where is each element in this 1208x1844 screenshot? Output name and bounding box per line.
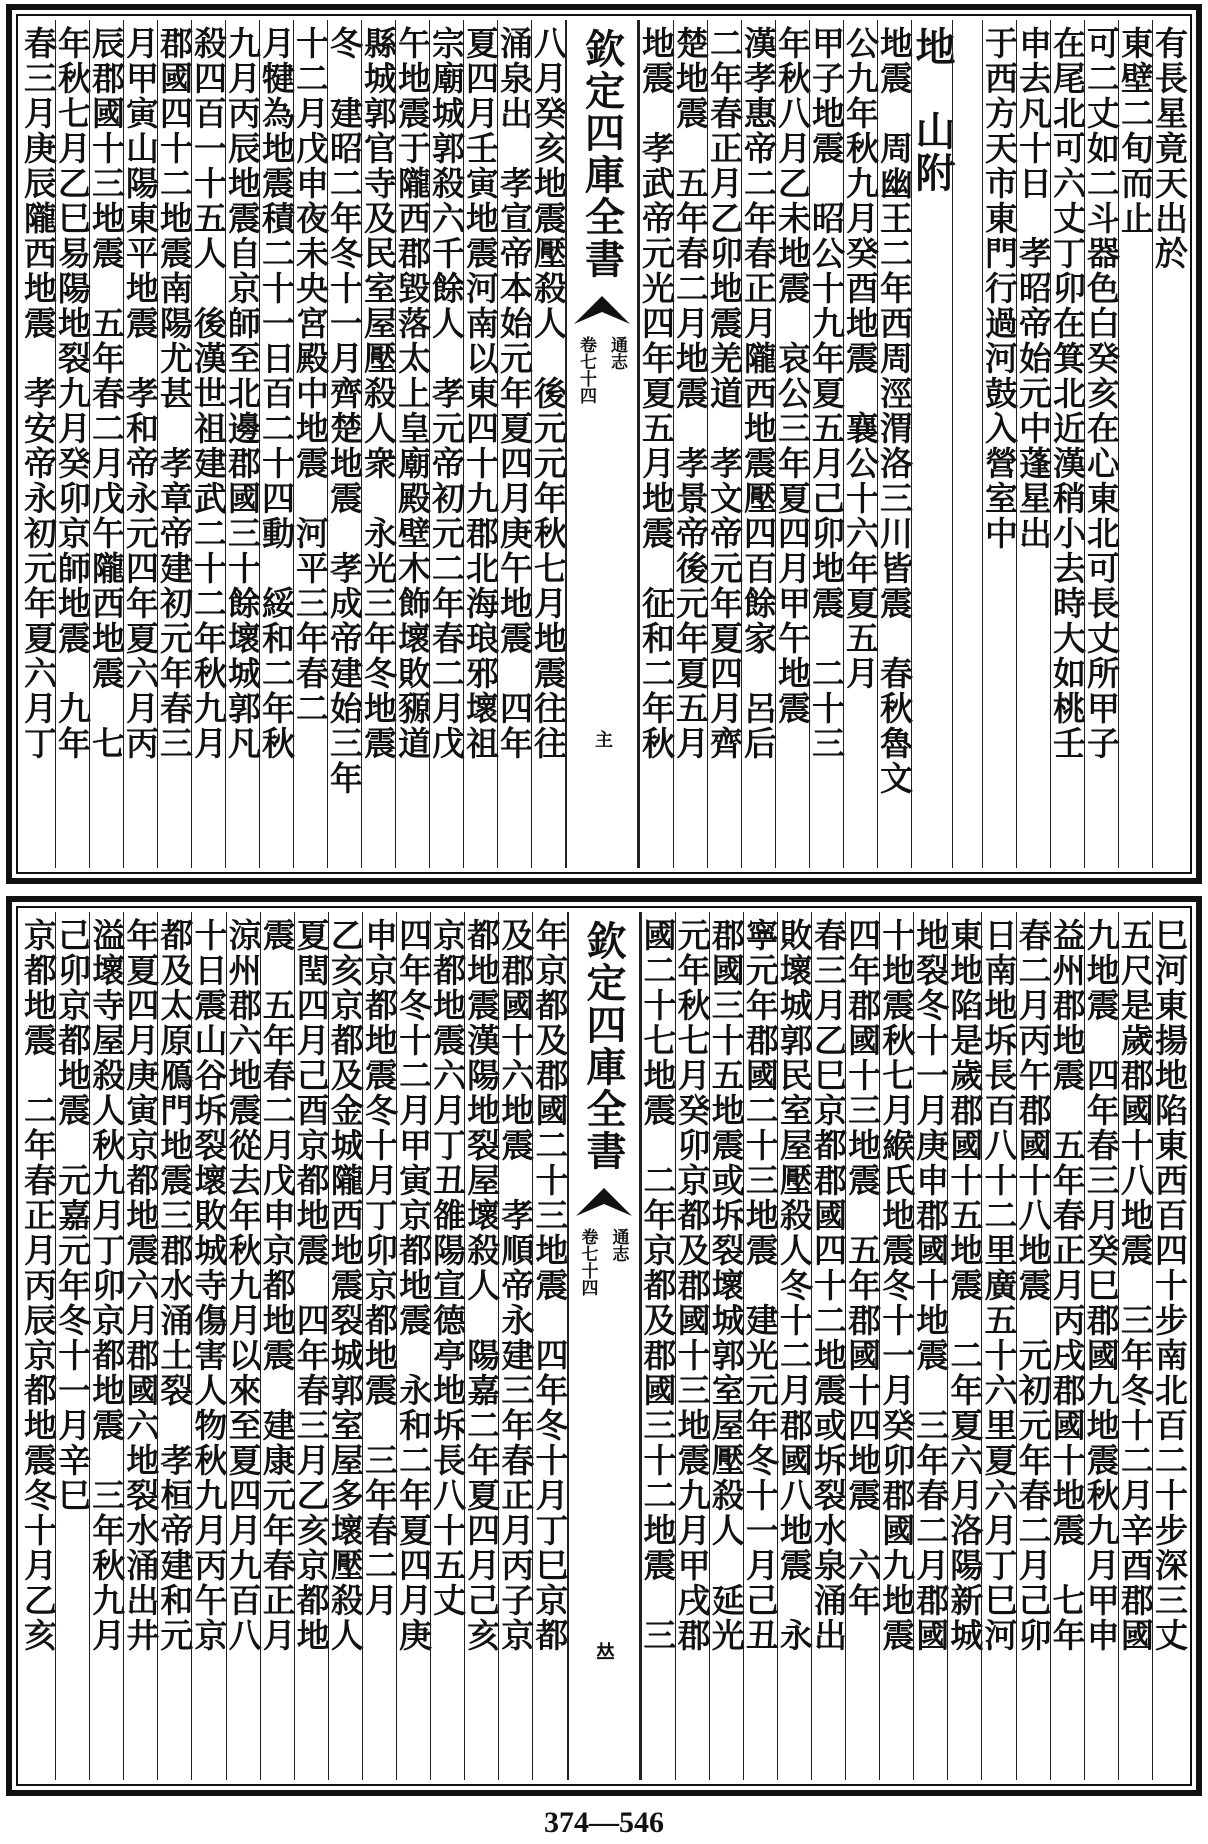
text-column: 年秋八月乙未地震 哀公三年夏四月甲午地震 xyxy=(775,20,809,868)
text-column: 月犍為地震積二十一日百二十四動 綏和二年秋 xyxy=(259,20,293,868)
text-column: 敗壞城郭民室屋壓殺人冬十二月郡國八地震 永 xyxy=(777,912,811,1780)
text-column: 己卯京都地震 元嘉元年冬十一月辛巳 xyxy=(55,912,89,1780)
volume-label: 卷七十四 xyxy=(577,1228,598,1296)
text-column: 京都地震 二年春正月丙辰京都地震冬十月乙亥 xyxy=(19,918,59,1653)
text-column: 午地震于隴西郡毀落太上皇廟殿壁木飾壞敗豲道 xyxy=(395,20,429,868)
text-column: 甲子地震 昭公十九年夏五月己卯地震 二十三 xyxy=(809,20,843,868)
center-fold xyxy=(567,912,641,1780)
top-page xyxy=(6,4,1202,884)
text-column: 九地震 四年春三月癸巳郡國九地震秋九月甲申 xyxy=(1084,912,1118,1780)
text-column: 地震 孝武帝元光四年夏五月地震 征和二年秋 xyxy=(639,20,673,868)
fishtail-mark-icon xyxy=(572,292,632,326)
folio-number: 主 xyxy=(592,730,613,748)
volume-label: 卷七十四 xyxy=(576,336,596,404)
text-column: 益州郡地震 五年春正月丙戌郡國十地震 七年 xyxy=(1050,912,1084,1780)
folio-number: 𠀤 xyxy=(593,1642,615,1660)
text-column: 及郡國十六地震 孝順帝永建三年春正月丙子京 xyxy=(498,912,532,1780)
text-column: 涼州郡六地震從去年秋九月以來至夏四月九百八 xyxy=(226,912,260,1780)
section-heading: 地 山附 xyxy=(911,20,952,868)
text-column: 殺四百一十五人 後漢世祖建武二十二年秋九月 xyxy=(191,20,225,868)
text-column: 夏四月壬寅地震河南以東四十九郡北海琅邪壞祖 xyxy=(463,20,497,868)
book-title: 欽定四庫全書 xyxy=(578,28,626,280)
text-column: 辰郡國十三地震 五年春二月戊午隴西地震 七 xyxy=(89,20,123,868)
volume-meta xyxy=(576,1228,632,1296)
page-number: 374—546 xyxy=(544,1806,664,1839)
fishtail-mark-icon xyxy=(574,1184,634,1218)
text-column: 十二月戊申夜未央宮殿中地震 河平三年春二 xyxy=(293,20,327,868)
volume-meta xyxy=(574,336,630,404)
text-column: 元年秋七月癸卯京都及郡國十三地震九月甲戌郡 xyxy=(675,912,709,1780)
text-column: 春三月乙巳京都郡國四十二地震或坼裂水泉涌出 xyxy=(811,912,845,1780)
text-column: 可二丈如二斗器色白癸亥在心東北可長丈所甲子 xyxy=(1084,20,1118,868)
text-column: 郡國四十二地震南陽尤甚 孝章帝建初元年春三 xyxy=(157,20,191,868)
text-column: 于西方天市東門行過河鼓入營室中 xyxy=(982,20,1016,868)
text-column: 年秋七月乙巳易陽地裂九月癸卯京師地震 九年 xyxy=(55,20,89,868)
text-column: 東地陷是歲郡國十五地震 二年夏六月洛陽新城 xyxy=(947,912,981,1780)
text-column: 五尺是歲郡國十八地震 三年冬十二月辛酉郡國 xyxy=(1118,912,1152,1780)
text-column: 溢壞寺屋殺人秋九月丁卯京都地震 三年秋九月 xyxy=(89,912,123,1780)
text-column: 年京都及郡國二十三地震 四年冬十月丁巳京都 xyxy=(532,912,566,1780)
text-column: 縣城郭官寺及民室屋壓殺人衆 永光三年冬地震 xyxy=(361,20,395,868)
text-column: 十地震秋七月緱氏地震冬十一月癸卯郡國九地震 xyxy=(879,912,913,1780)
text-column: 四年郡國十三地震 五年郡國十四地震 六年 xyxy=(845,912,879,1780)
text-column: 申去凡十日 孝昭帝始元中蓬星出 xyxy=(1016,20,1050,868)
text-column: 四年冬十二月甲寅京都地震 永和二年夏四月庚 xyxy=(396,912,430,1780)
text-column: 涌泉出 孝宣帝本始元年夏四月庚午地震 四年 xyxy=(497,20,531,868)
text-column: 日南地坼長百八十二里廣五十六里夏六月丁巳河 xyxy=(981,912,1015,1780)
text-column: 春二月丙午郡國十八地震 元初元年春二月己卯 xyxy=(1016,912,1050,1780)
text-column: 冬 建昭二年冬十一月齊楚地震 孝成帝建始三年 xyxy=(327,20,361,868)
text-column: 十日震山谷坼裂壞敗城寺傷害人物秋九月丙午京 xyxy=(191,912,225,1780)
text-column: 宗廟城郭殺六千餘人 孝元帝初元二年春二月戊 xyxy=(429,20,463,868)
text-column: 巳河東揚地陷東西百四十步南北百二十步深三丈 xyxy=(1152,912,1186,1780)
text-column: 乙亥京都及金城隴西地震裂城郭室屋多壞壓殺人 xyxy=(328,912,362,1780)
text-column: 年夏四月庚寅京都地震六月郡國六地裂水涌出井 xyxy=(123,912,157,1780)
text-column: 國二十七地震 二年京都及郡國三十二地震 三 xyxy=(641,912,675,1780)
text-column: 有長星竟天出於 xyxy=(1152,20,1186,868)
text-column: 都及太原鴈門地震三郡水涌土裂 孝桓帝建和元 xyxy=(157,912,191,1780)
center-fold xyxy=(565,20,639,868)
book-title: 欽定四庫全書 xyxy=(580,920,627,1172)
text-column: 都地震漢陽地裂屋壞殺人 陽嘉二年夏四月己亥 xyxy=(464,912,498,1780)
text-column: 京都地震六月丁丑雒陽宣德亭地坼長八十五丈 xyxy=(430,912,464,1780)
text-column: 震 五年春二月戊申京都地震 建康元年春正月 xyxy=(260,912,294,1780)
text-column: 漢孝惠帝二年春正月隴西地震壓四百餘家 呂后 xyxy=(741,20,775,868)
bottom-page xyxy=(6,896,1202,1796)
text-column: 在尾北可六丈丁卯在箕北近漢稍小去時大如桃壬 xyxy=(1050,20,1084,868)
text-column: 郡國三十五地震或坼裂壞城郭室屋壓殺人 延光 xyxy=(709,912,743,1780)
text-column: 二年春正月乙卯地震羌道 孝文帝元年夏四月齊 xyxy=(707,20,741,868)
text-column: 寧元年郡國二十三地震 建光元年冬十一月己丑 xyxy=(743,912,777,1780)
source-label: 通志 xyxy=(608,1228,629,1262)
text-column: 東壁二旬而止 xyxy=(1118,20,1152,868)
text-column: 八月癸亥地震壓殺人 後元元年秋七月地震往往 xyxy=(531,20,565,868)
text-column: 春三月庚辰隴西地震 孝安帝永初元年夏六月丁 xyxy=(19,26,58,761)
text-column: 夏閏四月己酉京都地震 四年春三月乙亥京都地 xyxy=(294,912,328,1780)
text-column: 九月丙辰地震自京師至北邊郡國三十餘壞城郭凡 xyxy=(225,20,259,868)
text-column: 楚地震 五年春二月地震 孝景帝後元年夏五月 xyxy=(673,20,707,868)
text-column: 月甲寅山陽東平地震 孝和帝永元四年夏六月丙 xyxy=(123,20,157,868)
source-label: 通志 xyxy=(607,336,627,370)
text-column: 申京都地震冬十月丁卯京都地震 三年春二月 xyxy=(362,912,396,1780)
text-column xyxy=(952,20,982,868)
text-column: 地震 周幽王二年西周涇渭洛三川皆震 春秋魯文 xyxy=(877,20,911,868)
text-column: 公九年秋九月癸酉地震 襄公十六年夏五月 xyxy=(843,20,877,868)
text-column: 地裂冬十一月庚申郡國十地震 三年春二月郡國 xyxy=(913,912,947,1780)
